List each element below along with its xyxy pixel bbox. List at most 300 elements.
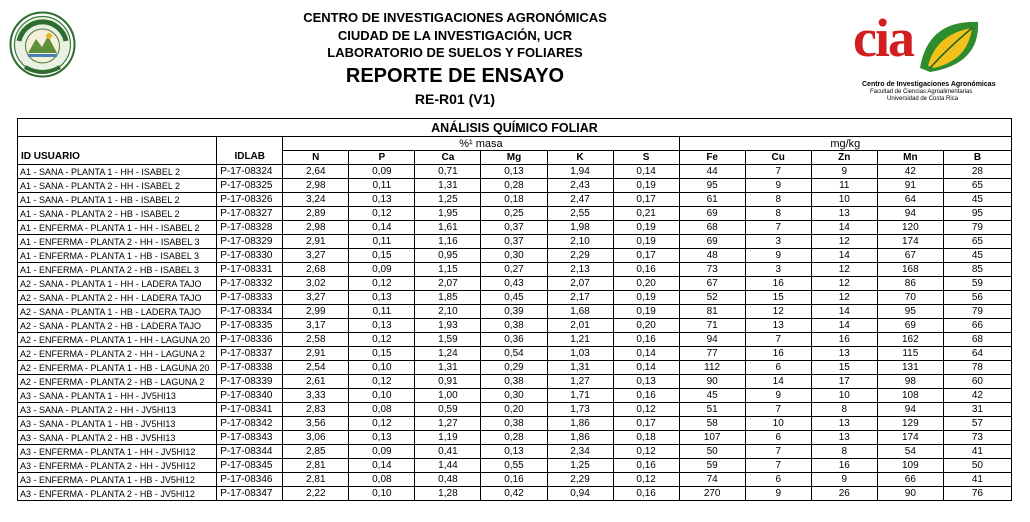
cell-idlab: P-17-08338 [217,361,283,375]
cell-fe: 45 [679,389,745,403]
cell-mg: 0,38 [481,319,547,333]
cell-idlab: P-17-08346 [217,473,283,487]
cell-b: 65 [943,235,1011,249]
table-row [18,445,1012,459]
cell-id-usuario: A3 - ENFERMA - PLANTA 2 - HB - JV5HI12 [18,487,217,501]
cell-n: 3,33 [283,389,349,403]
cell-p: 0,14 [349,459,415,473]
cell-s: 0,13 [613,375,679,389]
cell-s: 0,14 [613,165,679,179]
cell-id-usuario: A2 - ENFERMA - PLANTA 2 - HB - LAGUNA 2 [18,375,217,389]
cell-mg: 0,37 [481,221,547,235]
cell-b: 45 [943,193,1011,207]
cell-b: 41 [943,473,1011,487]
cell-cu: 6 [745,473,811,487]
cell-n: 2,83 [283,403,349,417]
cell-fe: 90 [679,375,745,389]
cell-idlab: P-17-08344 [217,445,283,459]
cell-idlab: P-17-08327 [217,207,283,221]
cell-zn: 10 [811,389,877,403]
cell-idlab: P-17-08326 [217,193,283,207]
cell-p: 0,15 [349,347,415,361]
cell-idlab: P-17-08345 [217,459,283,473]
cell-k: 0,94 [547,487,613,501]
table-row [18,207,1012,221]
cell-ca: 2,10 [415,305,481,319]
cell-id-usuario: A1 - ENFERMA - PLANTA 2 - HH - ISABEL 3 [18,235,217,249]
cell-s: 0,18 [613,431,679,445]
cell-p: 0,13 [349,319,415,333]
cell-k: 2,29 [547,473,613,487]
table-row [18,375,1012,389]
table-row [18,459,1012,473]
column-header-mn: Mn [877,151,943,165]
cell-p: 0,11 [349,179,415,193]
cell-fe: 61 [679,193,745,207]
cell-id-usuario: A3 - SANA - PLANTA 2 - HB - JV5HI13 [18,431,217,445]
table-row [18,291,1012,305]
cell-id-usuario: A1 - SANA - PLANTA 1 - HB - ISABEL 2 [18,193,217,207]
cell-mg: 0,42 [481,487,547,501]
cell-ca: 1,31 [415,179,481,193]
cell-s: 0,19 [613,179,679,193]
cell-idlab: P-17-08325 [217,179,283,193]
cell-n: 2,61 [283,375,349,389]
cell-n: 2,54 [283,361,349,375]
cell-b: 41 [943,445,1011,459]
cell-id-usuario: A2 - SANA - PLANTA 1 - HB - LADERA TAJO [18,305,217,319]
cell-b: 50 [943,459,1011,473]
report-code: RE-R01 (V1) [414,91,496,107]
cell-n: 2,91 [283,347,349,361]
cell-ca: 1,25 [415,193,481,207]
cell-cu: 7 [745,445,811,459]
table-row [18,417,1012,431]
table-row [18,249,1012,263]
cell-id-usuario: A3 - ENFERMA - PLANTA 2 - HH - JV5HI12 [18,459,217,473]
cia-logo [850,8,996,120]
cell-cu: 14 [745,375,811,389]
cell-zn: 12 [811,263,877,277]
cell-k: 1,98 [547,221,613,235]
cell-cu: 6 [745,431,811,445]
cell-b: 76 [943,487,1011,501]
cell-mg: 0,29 [481,361,547,375]
cell-n: 3,17 [283,319,349,333]
cell-k: 1,71 [547,389,613,403]
cell-fe: 67 [679,277,745,291]
cell-p: 0,13 [349,291,415,305]
cell-fe: 94 [679,333,745,347]
cell-s: 0,19 [613,235,679,249]
cell-cu: 13 [745,319,811,333]
cell-zn: 12 [811,277,877,291]
cell-cu: 3 [745,263,811,277]
cell-ca: 1,00 [415,389,481,403]
cell-p: 0,12 [349,207,415,221]
cell-s: 0,17 [613,249,679,263]
cell-ca: 1,31 [415,361,481,375]
table-row [18,361,1012,375]
cell-fe: 58 [679,417,745,431]
cell-p: 0,11 [349,305,415,319]
cell-n: 3,27 [283,291,349,305]
column-header-idlab: IDLAB [217,151,283,165]
cell-p: 0,10 [349,389,415,403]
cell-mn: 98 [877,375,943,389]
institution-name: CENTRO DE INVESTIGACIONES AGRONÓMICAS [303,10,607,25]
cell-mg: 0,43 [481,277,547,291]
cell-p: 0,12 [349,333,415,347]
cell-k: 1,94 [547,165,613,179]
cell-p: 0,14 [349,221,415,235]
cell-mg: 0,39 [481,305,547,319]
cell-k: 1,68 [547,305,613,319]
cell-mn: 42 [877,165,943,179]
cell-k: 2,34 [547,445,613,459]
foliar-analysis-table [17,118,1012,501]
cell-s: 0,14 [613,361,679,375]
cell-s: 0,16 [613,389,679,403]
table-row [18,277,1012,291]
cell-mn: 64 [877,193,943,207]
cell-n: 2,58 [283,333,349,347]
cell-mn: 174 [877,431,943,445]
table-row [18,165,1012,179]
column-header-s: S [613,151,679,165]
cell-p: 0,12 [349,277,415,291]
cell-id-usuario: A1 - ENFERMA - PLANTA 1 - HB - ISABEL 3 [18,249,217,263]
cell-mg: 0,13 [481,445,547,459]
cell-fe: 68 [679,221,745,235]
cell-s: 0,12 [613,403,679,417]
cell-mn: 94 [877,207,943,221]
cell-s: 0,12 [613,445,679,459]
cell-zn: 14 [811,249,877,263]
cell-mn: 108 [877,389,943,403]
table-row [18,473,1012,487]
cell-s: 0,16 [613,333,679,347]
table-row [18,221,1012,235]
cell-fe: 73 [679,263,745,277]
cell-mg: 0,18 [481,193,547,207]
cell-idlab: P-17-08347 [217,487,283,501]
cell-k: 2,29 [547,249,613,263]
cell-fe: 50 [679,445,745,459]
cell-id-usuario: A2 - ENFERMA - PLANTA 1 - HB - LAGUNA 20 [18,361,217,375]
cell-n: 2,81 [283,473,349,487]
cell-mn: 129 [877,417,943,431]
cell-b: 79 [943,305,1011,319]
cell-p: 0,13 [349,431,415,445]
cell-mn: 86 [877,277,943,291]
table-body [18,165,1012,501]
cell-zn: 13 [811,431,877,445]
column-header-ca: Ca [415,151,481,165]
cell-fe: 51 [679,403,745,417]
column-header-cu: Cu [745,151,811,165]
cell-ca: 1,44 [415,459,481,473]
cell-id-usuario: A3 - ENFERMA - PLANTA 1 - HB - JV5HI12 [18,473,217,487]
table-section-title: ANÁLISIS QUÍMICO FOLIAR [18,119,1012,137]
column-header-n: N [283,151,349,165]
cell-p: 0,11 [349,235,415,249]
cell-n: 3,56 [283,417,349,431]
cell-idlab: P-17-08337 [217,347,283,361]
cell-fe: 95 [679,179,745,193]
cell-fe: 71 [679,319,745,333]
cell-b: 68 [943,333,1011,347]
cell-s: 0,14 [613,347,679,361]
cell-k: 1,73 [547,403,613,417]
cell-p: 0,09 [349,263,415,277]
cell-zn: 16 [811,333,877,347]
cell-b: 56 [943,291,1011,305]
cell-p: 0,09 [349,165,415,179]
cell-mn: 162 [877,333,943,347]
cell-cu: 9 [745,487,811,501]
cia-university: Universidad de Costa Rica [887,96,959,102]
cell-p: 0,08 [349,473,415,487]
cell-idlab: P-17-08329 [217,235,283,249]
cell-mn: 90 [877,487,943,501]
cell-cu: 7 [745,221,811,235]
cell-mg: 0,28 [481,431,547,445]
report-title: REPORTE DE ENSAYO [345,65,565,87]
cell-s: 0,19 [613,291,679,305]
cell-zn: 16 [811,459,877,473]
cell-mg: 0,54 [481,347,547,361]
cell-cu: 8 [745,207,811,221]
cia-full-name: Centro de Investigaciones Agronómicas [862,81,996,88]
cell-n: 2,91 [283,235,349,249]
cell-ca: 1,27 [415,417,481,431]
cell-mn: 69 [877,319,943,333]
cell-zn: 11 [811,179,877,193]
cell-idlab: P-17-08328 [217,221,283,235]
cell-b: 57 [943,417,1011,431]
cell-b: 31 [943,403,1011,417]
cell-mn: 131 [877,361,943,375]
cell-s: 0,16 [613,459,679,473]
cell-mg: 0,20 [481,403,547,417]
institution-location: CIUDAD DE LA INVESTIGACIÓN, UCR [337,28,573,43]
cell-cu: 7 [745,165,811,179]
cell-b: 85 [943,263,1011,277]
cell-id-usuario: A2 - ENFERMA - PLANTA 1 - HH - LAGUNA 20 [18,333,217,347]
cell-ca: 1,24 [415,347,481,361]
cell-idlab: P-17-08332 [217,277,283,291]
cell-cu: 15 [745,291,811,305]
cell-k: 2,07 [547,277,613,291]
cell-idlab: P-17-08335 [217,319,283,333]
cell-zn: 8 [811,403,877,417]
cell-n: 2,64 [283,165,349,179]
cell-n: 3,06 [283,431,349,445]
cell-ca: 1,61 [415,221,481,235]
cell-cu: 7 [745,459,811,473]
cell-mn: 95 [877,305,943,319]
cell-n: 2,85 [283,445,349,459]
cell-n: 2,68 [283,263,349,277]
cell-zn: 14 [811,305,877,319]
cell-mn: 120 [877,221,943,235]
cell-zn: 14 [811,319,877,333]
cell-id-usuario: A2 - ENFERMA - PLANTA 2 - HH - LAGUNA 2 [18,347,217,361]
cell-cu: 16 [745,347,811,361]
cell-mg: 0,36 [481,333,547,347]
cell-ca: 0,48 [415,473,481,487]
cell-idlab: P-17-08330 [217,249,283,263]
cell-k: 1,03 [547,347,613,361]
cell-mn: 109 [877,459,943,473]
cell-id-usuario: A1 - SANA - PLANTA 2 - HH - ISABEL 2 [18,179,217,193]
cell-mn: 70 [877,291,943,305]
cell-ca: 1,85 [415,291,481,305]
cell-fe: 69 [679,235,745,249]
cell-s: 0,21 [613,207,679,221]
column-header-b: B [943,151,1011,165]
cell-b: 28 [943,165,1011,179]
cell-s: 0,17 [613,417,679,431]
column-header-mg: Mg [481,151,547,165]
table-row [18,179,1012,193]
cell-ca: 1,28 [415,487,481,501]
cell-cu: 7 [745,333,811,347]
column-header-fe: Fe [679,151,745,165]
cell-p: 0,08 [349,403,415,417]
cell-idlab: P-17-08343 [217,431,283,445]
cell-fe: 81 [679,305,745,319]
table-row [18,389,1012,403]
cell-b: 42 [943,389,1011,403]
cell-idlab: P-17-08324 [217,165,283,179]
cell-ca: 0,41 [415,445,481,459]
cell-mg: 0,30 [481,249,547,263]
table-row [18,487,1012,501]
cell-ca: 1,19 [415,431,481,445]
cell-id-usuario: A3 - ENFERMA - PLANTA 1 - HH - JV5HI12 [18,445,217,459]
cell-k: 2,13 [547,263,613,277]
table-row [18,431,1012,445]
cell-ca: 0,95 [415,249,481,263]
cell-n: 3,02 [283,277,349,291]
cell-fe: 112 [679,361,745,375]
table-row [18,347,1012,361]
cell-p: 0,09 [349,445,415,459]
cell-k: 1,86 [547,431,613,445]
cell-idlab: P-17-08336 [217,333,283,347]
cell-id-usuario: A1 - ENFERMA - PLANTA 1 - HH - ISABEL 2 [18,221,217,235]
cell-fe: 270 [679,487,745,501]
cell-ca: 0,71 [415,165,481,179]
cell-mg: 0,30 [481,389,547,403]
cell-n: 2,81 [283,459,349,473]
cell-p: 0,12 [349,375,415,389]
blank-header-cell [18,137,217,151]
cell-idlab: P-17-08339 [217,375,283,389]
cell-idlab: P-17-08342 [217,417,283,431]
cia-wordmark: cia [853,8,913,68]
cell-s: 0,17 [613,193,679,207]
cell-cu: 6 [745,361,811,375]
cell-zn: 9 [811,165,877,179]
cell-fe: 59 [679,459,745,473]
column-header-p: P [349,151,415,165]
cell-n: 3,24 [283,193,349,207]
cell-k: 2,17 [547,291,613,305]
cell-cu: 9 [745,389,811,403]
cell-k: 1,21 [547,333,613,347]
cell-fe: 52 [679,291,745,305]
cell-b: 73 [943,431,1011,445]
cell-mn: 54 [877,445,943,459]
column-header-id-usuario: ID USUARIO [18,151,217,165]
cell-ca: 0,91 [415,375,481,389]
cell-mg: 0,27 [481,263,547,277]
cell-id-usuario: A3 - SANA - PLANTA 1 - HB - JV5HI13 [18,417,217,431]
cell-mg: 0,38 [481,375,547,389]
cell-cu: 8 [745,193,811,207]
cell-fe: 74 [679,473,745,487]
cell-n: 2,98 [283,221,349,235]
cell-fe: 48 [679,249,745,263]
column-header-k: K [547,151,613,165]
cell-idlab: P-17-08340 [217,389,283,403]
cell-id-usuario: A1 - SANA - PLANTA 1 - HH - ISABEL 2 [18,165,217,179]
cell-mn: 67 [877,249,943,263]
cell-zn: 26 [811,487,877,501]
cell-k: 2,43 [547,179,613,193]
table-row [18,305,1012,319]
cell-n: 2,89 [283,207,349,221]
cell-mg: 0,13 [481,165,547,179]
cell-fe: 69 [679,207,745,221]
table-row [18,403,1012,417]
cell-fe: 77 [679,347,745,361]
table-row [18,193,1012,207]
unit-mgkg-header: mg/kg [679,137,1011,151]
cell-idlab: P-17-08333 [217,291,283,305]
cell-s: 0,20 [613,319,679,333]
cell-zn: 12 [811,291,877,305]
cell-idlab: P-17-08341 [217,403,283,417]
cell-ca: 1,15 [415,263,481,277]
blank-header-cell [217,137,283,151]
cell-k: 2,55 [547,207,613,221]
cell-mn: 66 [877,473,943,487]
cell-cu: 10 [745,417,811,431]
cell-id-usuario: A1 - SANA - PLANTA 2 - HB - ISABEL 2 [18,207,217,221]
table-row [18,235,1012,249]
cell-b: 79 [943,221,1011,235]
cell-zn: 8 [811,445,877,459]
cell-fe: 107 [679,431,745,445]
table-row [18,333,1012,347]
cell-n: 2,22 [283,487,349,501]
cell-p: 0,15 [349,249,415,263]
cell-zn: 14 [811,221,877,235]
cell-ca: 1,59 [415,333,481,347]
column-header-zn: Zn [811,151,877,165]
cell-k: 2,01 [547,319,613,333]
cell-cu: 7 [745,403,811,417]
cell-mg: 0,25 [481,207,547,221]
cell-mg: 0,37 [481,235,547,249]
cell-k: 1,86 [547,417,613,431]
cell-k: 2,10 [547,235,613,249]
cell-cu: 9 [745,249,811,263]
